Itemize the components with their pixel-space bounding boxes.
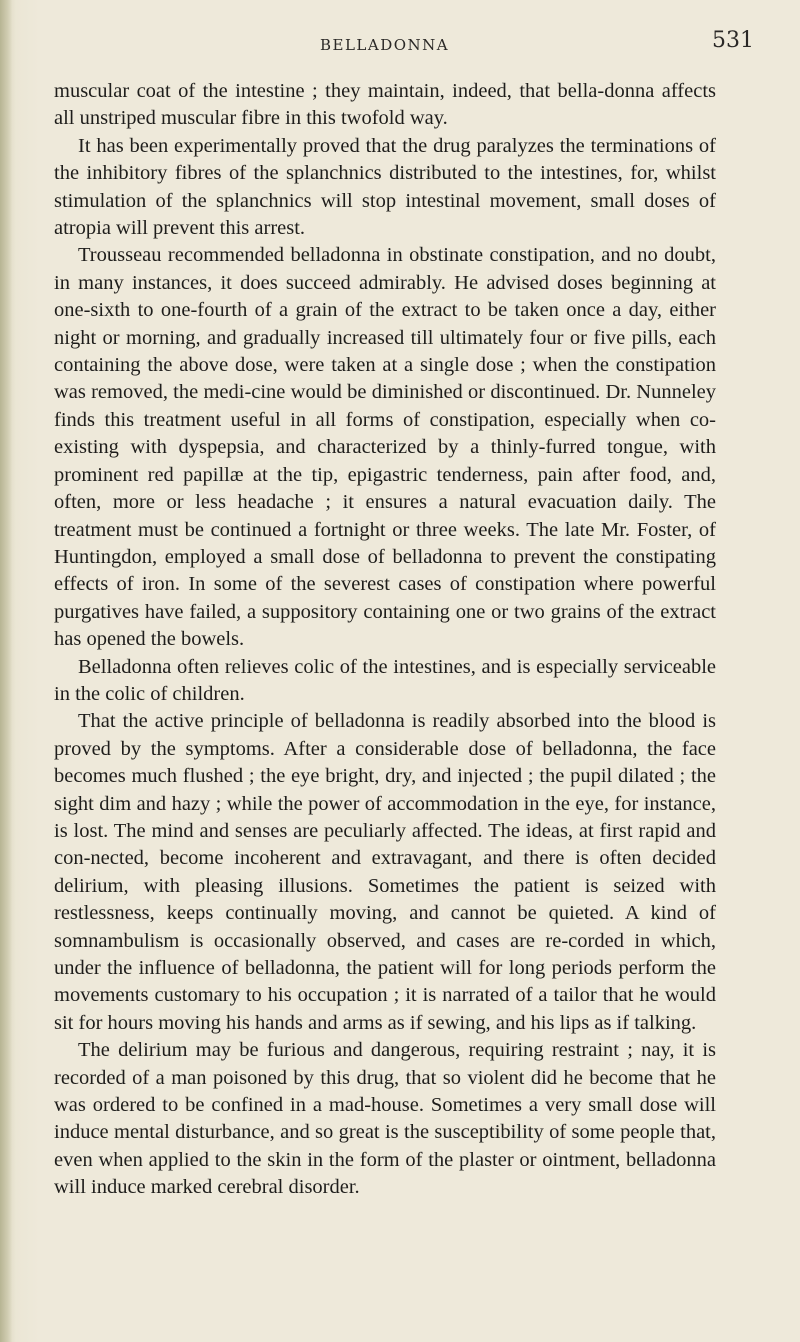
body-text <box>54 78 716 1202</box>
paragraph-2: It has been experimentally proved that the drug paralyzes the terminations of the inhibitory fibres of the splanchnics distributed to the intestines, for, whilst stimulation of the splanchnics will stop intestinal movement, small doses of atropia will prevent this arrest. <box>54 134 716 240</box>
page-number: 531 <box>712 28 754 53</box>
paragraph-3: Trousseau recommended belladonna in obstinate constipation, and no doubt, in many instances, it does succeed admirably. He advised doses beginning at one-sixth to one-fourth of a grain of the extract to be taken once a day, either night or morning, and gradually increased till ultimately four or five pills, each containing the above dose, were taken at a single dose ; when the constipation was removed, the medi-cine would be diminished or discontinued. Dr. Nunneley finds this treatment useful in all forms of constipation, especially when co-existing with dyspepsia, and characterized by a thinly-furred tongue, with prominent red papillæ at the tip, epigastric tenderness, pain after food, and, often, more or less headache ; it ensures a natural evacuation daily. The treatment must be continued a fortnight or three weeks. The late Mr. Foster, of Huntingdon, employed a small dose of belladonna to prevent the constipating effects of iron. In some of the severest cases of constipation where powerful purgatives have failed, a suppository containing one or two grains of the extract has opened the bowels. <box>54 244 716 651</box>
running-head-title: BELLADONNA <box>320 36 450 54</box>
page-binding-edge <box>0 0 12 1342</box>
paragraph-1: muscular coat of the intestine ; they maintain, indeed, that bella-donna affects all unstriped muscular fibre in this twofold way. <box>54 80 716 130</box>
paragraph-4: Belladonna often relieves colic of the intestines, and is especially serviceable in the colic of children. <box>54 655 716 705</box>
running-head <box>0 26 800 66</box>
paragraph-5: That the active principle of belladonna is readily absorbed into the blood is proved by the symptoms. After a considerable dose of belladonna, the face becomes much flushed ; the eye bright, dry, and injected ; the pupil dilated ; the sight dim and hazy ; while the power of accommodation in the eye, for instance, is lost. The mind and senses are peculiarly affected. The ideas, at first rapid and con-nected, become incoherent and extravagant, and there is often decided delirium, with pleasing illusions. Sometimes the patient is seized with restlessness, keeps continually moving, and cannot be quieted. A kind of somnambulism is occasionally observed, and cases are re-corded in which, under the influence of belladonna, the patient will for long periods perform the movements customary to his occupation ; it is narrated of a tailor that he would sit for hours moving his hands and arms as if sewing, and his lips as if talking. <box>54 710 716 1034</box>
paragraph-6: The delirium may be furious and dangerous, requiring restraint ; nay, it is recorded of a man poisoned by this drug, that so violent did he become that he was ordered to be confined in a mad-house. Sometimes a very small dose will induce mental disturbance, and so great is the susceptibility of some people that, even when applied to the skin in the form of the plaster or ointment, belladonna will induce marked cerebral disorder. <box>54 1039 716 1199</box>
